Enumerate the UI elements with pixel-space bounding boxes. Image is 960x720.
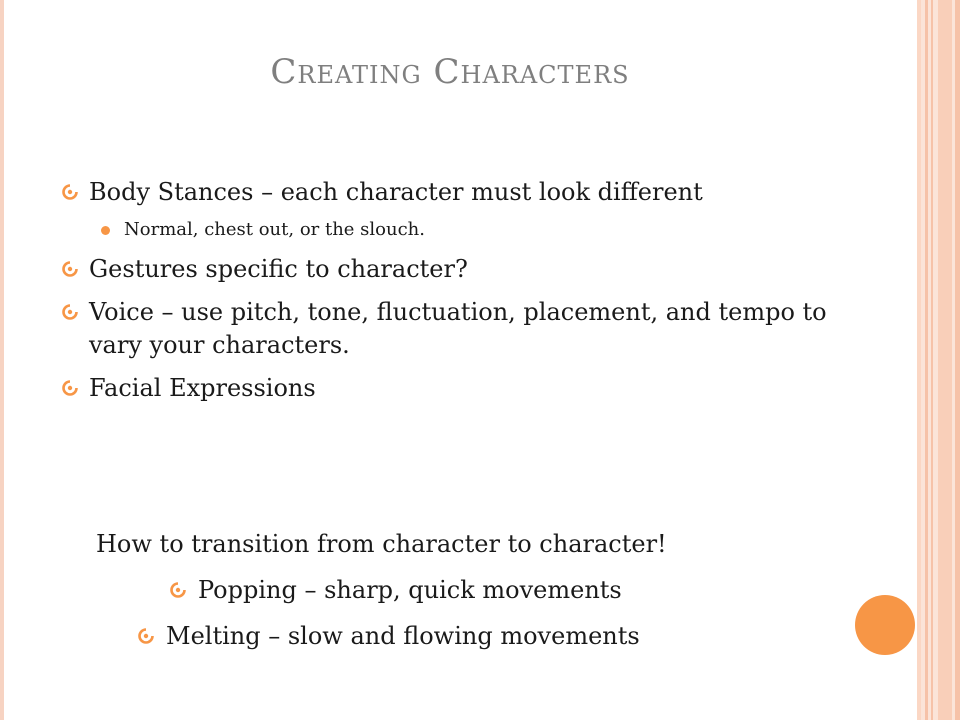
right-stripe (925, 0, 928, 720)
right-stripe (917, 0, 921, 720)
orange-dot-icon (101, 226, 110, 235)
bullet-text: Gestures specific to character? (89, 255, 468, 283)
bullet-text: Facial Expressions (89, 374, 316, 402)
orange-outline-bullet-icon (138, 628, 154, 644)
list-item (62, 372, 862, 405)
right-stripe (955, 0, 960, 720)
slide-title: Creating Characters (270, 52, 630, 92)
bullet-text: Voice – use pitch, tone, fluctuation, placement, and tempo to vary your characters. (89, 298, 827, 359)
bullet-text: Body Stances – each character must look different (89, 178, 703, 206)
right-stripe (938, 0, 952, 720)
left-border-line (0, 0, 4, 720)
sub-bullet-list (89, 217, 862, 243)
list-item (62, 296, 862, 362)
list-item (62, 176, 862, 243)
orange-outline-bullet-icon (62, 184, 78, 200)
orange-outline-bullet-icon (62, 304, 78, 320)
transition-item-text: Melting – slow and flowing movements (166, 622, 640, 650)
transition-item-text: Popping – sharp, quick movements (198, 576, 622, 604)
transition-item-melting (138, 620, 640, 653)
list-item (89, 217, 862, 243)
orange-circle-decoration (855, 595, 915, 655)
orange-outline-bullet-icon (62, 261, 78, 277)
orange-outline-bullet-icon (170, 582, 186, 598)
right-stripe (931, 0, 933, 720)
bullet-list (62, 176, 862, 415)
list-item (62, 253, 862, 286)
sub-bullet-text: Normal, chest out, or the slouch. (124, 219, 425, 240)
transition-item-popping (170, 574, 622, 607)
transition-heading: How to transition from character to character! (96, 530, 667, 558)
orange-outline-bullet-icon (62, 380, 78, 396)
